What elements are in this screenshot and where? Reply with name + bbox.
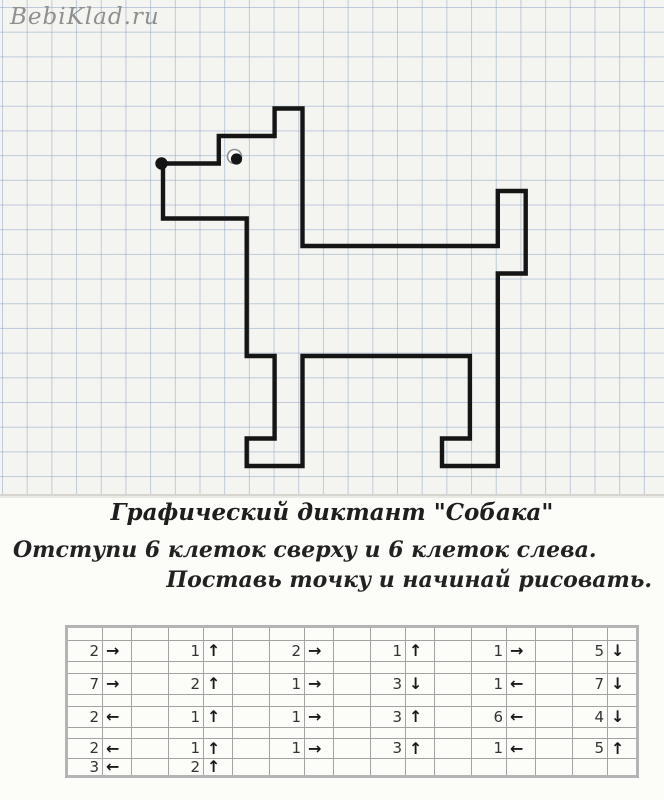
spacer-cell — [536, 662, 573, 674]
steps-row — [67, 674, 638, 695]
step-count-cell — [270, 759, 305, 777]
step-count-cell — [67, 728, 103, 739]
spacer-cell — [536, 759, 573, 777]
step-count-cell — [371, 627, 406, 641]
spacer-cell — [536, 674, 573, 695]
spacer-cell — [334, 707, 371, 728]
step-count-cell: 1 — [472, 674, 507, 695]
step-arrow-cell — [507, 662, 536, 674]
spacer-row — [67, 695, 638, 707]
spacer-cell — [435, 627, 472, 641]
step-count-cell: 2 — [169, 759, 204, 777]
step-arrow-cell: ↓ — [608, 641, 638, 662]
spacer-cell — [334, 728, 371, 739]
step-arrow-cell — [608, 759, 638, 777]
step-count-cell — [573, 759, 608, 777]
step-count-cell — [270, 728, 305, 739]
spacer-cell — [435, 662, 472, 674]
instruction-line-1: Отступи 6 клеток сверху и 6 клеток слева. — [13, 537, 597, 563]
step-count-cell: 1 — [169, 641, 204, 662]
step-count-cell — [67, 662, 103, 674]
spacer-cell — [435, 641, 472, 662]
step-count-cell — [472, 662, 507, 674]
step-count-cell — [169, 728, 204, 739]
step-arrow-cell: ↑ — [204, 641, 233, 662]
step-arrow-cell: ← — [507, 707, 536, 728]
step-arrow-cell — [305, 662, 334, 674]
step-arrow-cell — [507, 627, 536, 641]
step-arrow-cell — [204, 627, 233, 641]
spacer-cell — [132, 759, 169, 777]
spacer-cell — [132, 662, 169, 674]
step-arrow-cell — [406, 662, 435, 674]
step-arrow-cell — [608, 728, 638, 739]
spacer-cell — [132, 728, 169, 739]
step-arrow-cell — [103, 627, 132, 641]
spacer-cell — [334, 739, 371, 759]
step-arrow-cell: ← — [507, 739, 536, 759]
spacer-cell — [435, 674, 472, 695]
step-arrow-cell: ↑ — [608, 739, 638, 759]
step-count-cell: 7 — [67, 674, 103, 695]
step-arrow-cell: ← — [103, 707, 132, 728]
step-count-cell — [573, 728, 608, 739]
step-count-cell — [270, 662, 305, 674]
step-count-cell: 2 — [67, 707, 103, 728]
step-arrow-cell: ← — [507, 674, 536, 695]
spacer-cell — [233, 662, 270, 674]
step-count-cell — [573, 662, 608, 674]
step-count-cell — [67, 627, 103, 641]
step-arrow-cell: → — [103, 674, 132, 695]
spacer-cell — [536, 627, 573, 641]
step-arrow-cell — [305, 728, 334, 739]
spacer-cell — [435, 695, 472, 707]
step-arrow-cell — [406, 627, 435, 641]
step-arrow-cell — [204, 662, 233, 674]
spacer-cell — [233, 728, 270, 739]
step-count-cell — [371, 695, 406, 707]
step-arrow-cell — [103, 662, 132, 674]
spacer-cell — [132, 627, 169, 641]
step-count-cell: 2 — [169, 674, 204, 695]
spacer-cell — [132, 641, 169, 662]
spacer-cell — [132, 695, 169, 707]
spacer-cell — [536, 707, 573, 728]
step-arrow-cell: ← — [103, 739, 132, 759]
spacer-cell — [233, 739, 270, 759]
spacer-cell — [536, 641, 573, 662]
step-arrow-cell — [608, 627, 638, 641]
start-point-dot — [155, 157, 167, 169]
spacer-cell — [132, 739, 169, 759]
step-count-cell: 2 — [270, 641, 305, 662]
step-arrow-cell — [204, 728, 233, 739]
step-count-cell: 6 — [472, 707, 507, 728]
spacer-cell — [536, 739, 573, 759]
step-count-cell — [573, 627, 608, 641]
step-arrow-cell: ↓ — [608, 707, 638, 728]
step-arrow-cell — [608, 662, 638, 674]
step-count-cell — [270, 695, 305, 707]
step-arrow-cell — [305, 627, 334, 641]
step-arrow-cell: ↑ — [406, 641, 435, 662]
steps-row — [67, 759, 638, 777]
dog-outline-path — [163, 109, 526, 467]
spacer-cell — [233, 641, 270, 662]
step-count-cell — [472, 759, 507, 777]
step-count-cell: 1 — [270, 674, 305, 695]
instruction-line-2: Поставь точку и начинай рисовать. — [166, 567, 652, 593]
step-arrow-cell — [305, 695, 334, 707]
spacer-cell — [435, 728, 472, 739]
step-count-cell: 3 — [67, 759, 103, 777]
step-arrow-cell — [406, 728, 435, 739]
step-arrow-cell: ↑ — [204, 759, 233, 777]
step-arrow-cell — [406, 759, 435, 777]
step-count-cell — [169, 662, 204, 674]
spacer-cell — [435, 707, 472, 728]
step-count-cell — [472, 695, 507, 707]
step-arrow-cell: ↑ — [204, 674, 233, 695]
step-count-cell — [472, 728, 507, 739]
spacer-cell — [334, 695, 371, 707]
steps-row — [67, 707, 638, 728]
step-count-cell: 5 — [573, 641, 608, 662]
spacer-cell — [435, 739, 472, 759]
step-count-cell — [169, 627, 204, 641]
step-count-cell — [67, 695, 103, 707]
step-arrow-cell — [103, 695, 132, 707]
step-arrow-cell: ← — [103, 759, 132, 777]
spacer-cell — [334, 662, 371, 674]
step-count-cell: 3 — [371, 674, 406, 695]
spacer-cell — [536, 695, 573, 707]
spacer-cell — [334, 759, 371, 777]
step-arrow-cell — [608, 695, 638, 707]
step-count-cell — [169, 695, 204, 707]
step-arrow-cell: → — [305, 739, 334, 759]
spacer-cell — [334, 674, 371, 695]
step-arrow-cell — [507, 695, 536, 707]
step-count-cell: 7 — [573, 674, 608, 695]
step-arrow-cell — [204, 695, 233, 707]
spacer-cell — [132, 674, 169, 695]
spacer-row — [67, 728, 638, 739]
watermark-text: BebiKlad.ru — [10, 4, 160, 30]
worksheet-title: Графический диктант "Собака" — [110, 499, 554, 526]
steps-row — [67, 739, 638, 759]
step-arrow-cell: ↑ — [406, 707, 435, 728]
dictation-steps-table — [65, 625, 639, 778]
steps-row — [67, 641, 638, 662]
step-arrow-cell: → — [305, 641, 334, 662]
step-count-cell — [270, 627, 305, 641]
step-arrow-cell: ↑ — [204, 739, 233, 759]
step-count-cell — [371, 759, 406, 777]
step-count-cell — [371, 728, 406, 739]
spacer-cell — [334, 627, 371, 641]
step-count-cell — [371, 662, 406, 674]
spacer-cell — [334, 641, 371, 662]
step-arrow-cell: ↓ — [608, 674, 638, 695]
step-arrow-cell: → — [305, 674, 334, 695]
spacer-cell — [233, 674, 270, 695]
step-arrow-cell: → — [103, 641, 132, 662]
step-count-cell: 1 — [472, 641, 507, 662]
step-count-cell: 1 — [371, 641, 406, 662]
step-arrow-cell — [406, 695, 435, 707]
step-count-cell — [573, 695, 608, 707]
step-arrow-cell: → — [305, 707, 334, 728]
dog-eye-icon — [231, 153, 242, 164]
spacer-cell — [233, 759, 270, 777]
step-arrow-cell: ↑ — [406, 739, 435, 759]
step-count-cell: 3 — [371, 739, 406, 759]
spacer-cell — [233, 695, 270, 707]
step-arrow-cell — [507, 728, 536, 739]
step-count-cell: 1 — [270, 739, 305, 759]
step-count-cell: 1 — [472, 739, 507, 759]
step-arrow-cell — [305, 759, 334, 777]
step-count-cell: 2 — [67, 739, 103, 759]
spacer-row — [67, 627, 638, 641]
spacer-row — [67, 662, 638, 674]
step-count-cell — [472, 627, 507, 641]
step-arrow-cell: → — [507, 641, 536, 662]
spacer-cell — [132, 707, 169, 728]
step-count-cell: 1 — [169, 707, 204, 728]
step-arrow-cell: ↓ — [406, 674, 435, 695]
step-count-cell: 1 — [270, 707, 305, 728]
step-count-cell: 2 — [67, 641, 103, 662]
spacer-cell — [233, 707, 270, 728]
step-count-cell: 5 — [573, 739, 608, 759]
step-arrow-cell — [507, 759, 536, 777]
spacer-cell — [435, 759, 472, 777]
step-arrow-cell — [103, 728, 132, 739]
spacer-cell — [536, 728, 573, 739]
step-count-cell: 3 — [371, 707, 406, 728]
step-count-cell: 4 — [573, 707, 608, 728]
step-count-cell: 1 — [169, 739, 204, 759]
step-arrow-cell: ↑ — [204, 707, 233, 728]
spacer-cell — [233, 627, 270, 641]
